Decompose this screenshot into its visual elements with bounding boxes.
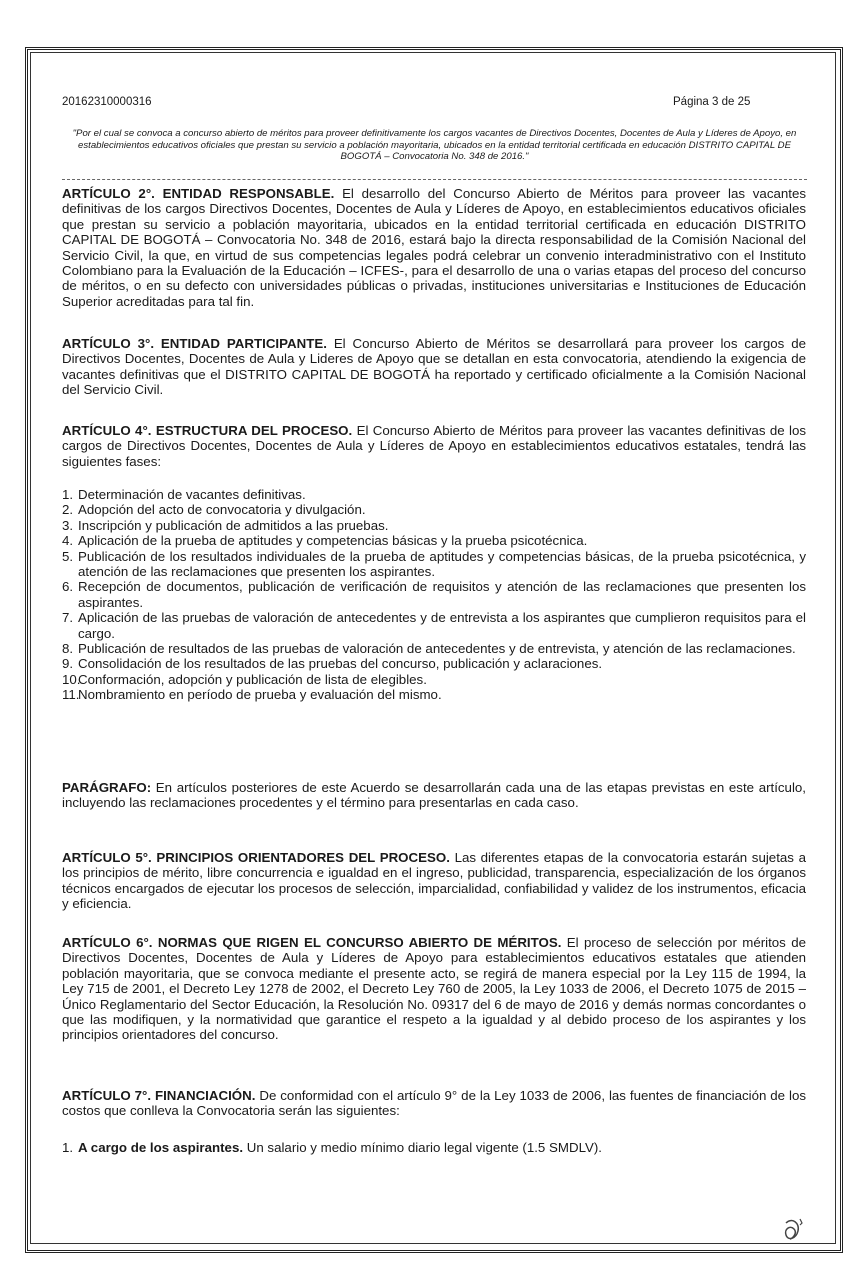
article-title: ARTÍCULO 6°. NORMAS QUE RIGEN EL CONCURSO ABIERTO DE MÉRITOS. — [62, 935, 562, 950]
item-text: Un salario y medio mínimo diario legal vigente (1.5 SMDLV). — [243, 1140, 602, 1155]
item-text: Adopción del acto de convocatoria y divulgación. — [78, 502, 366, 518]
paragrafo — [62, 780, 806, 811]
phase-item — [62, 549, 806, 580]
article-text: De conformidad con el artículo 9° de la Ley 1033 de 2006, las fuentes de financiación de los costos que conlleva la Convocatoria serán las siguientes: — [62, 1088, 806, 1119]
phase-item — [62, 656, 806, 671]
initials-signature-icon — [780, 1215, 806, 1251]
article-text: El Concurso Abierto de Méritos para proveer las vacantes definitivas de los cargos de Directivos Docentes, Docentes de Aula y Líderes de Apoyo en establecimientos educativos estatales, tendrá las siguientes fases: — [62, 423, 806, 469]
article-3 — [62, 336, 806, 398]
item-number: 4. — [62, 533, 74, 549]
item-number: 2. — [62, 502, 74, 518]
item-text: Consolidación de los resultados de las pruebas del concurso, publicación y aclaraciones. — [78, 656, 603, 672]
item-text: Nombramiento en período de prueba y evaluación del mismo. — [78, 687, 442, 703]
header-divider — [62, 179, 807, 180]
item-title: A cargo de los aspirantes. — [78, 1140, 244, 1155]
article-4 — [62, 423, 806, 469]
page-number: Página 3 de 25 — [673, 96, 751, 108]
article-title: ARTÍCULO 5°. PRINCIPIOS ORIENTADORES DEL PROCESO. — [62, 850, 450, 865]
item-number: 9. — [62, 656, 74, 672]
list-item — [62, 1140, 806, 1155]
article-text: El proceso de selección por méritos de Directivos Docentes, Docentes de Aula y Líderes de Apoyo para establecimientos educativos estatales que atienden población mayoritaria, que se convoca mediante el presente acto, se regirá de manera especial por la Ley 115 de 1994, la Ley 715 de 2001, el Decreto Ley 1278 de 2002, el Decreto Ley 760 de 2005, la Ley 1033 de 2006, el Decreto 1075 de 2015 – Único Reglamentario del Sector Educación, la Resolución No. 09317 del 6 de mayo de 2016 y demás normas concordantes o que las modifiquen, y la normatividad que garantice el respeto a la igualdad y al debido proceso de los aspirantes y los principios orientadores del concurso. — [62, 935, 806, 1043]
item-text: Aplicación de la prueba de aptitudes y competencias básicas y la prueba psicotécnica. — [78, 533, 588, 549]
article-title: ARTÍCULO 3°. ENTIDAD PARTICIPANTE. — [62, 336, 327, 351]
article-text: Las diferentes etapas de la convocatoria estarán sujetas a los principios de mérito, libre concurrencia e igualdad en el ingreso, publicidad, transparencia, especialización de los órganos técnicos encargados de ejecutar los procesos de selección, imparcialidad, confiabilidad y validez de los instrumentos, eficacia y eficiencia. — [62, 850, 806, 912]
item-number: 1. — [62, 1140, 74, 1155]
paragrafo-text: En artículos posteriores de este Acuerdo se desarrollarán cada una de las etapas previstas en este artículo, incluyendo las reclamaciones procedentes y el término para presentarlas en cada caso. — [62, 780, 806, 811]
phase-item — [62, 518, 806, 533]
item-text: Publicación de los resultados individuales de la prueba de aptitudes y competencias básicas, de la prueba psicotécnica, y atención de las reclamaciones que presenten los aspirantes. — [78, 548, 806, 580]
article-title: ARTÍCULO 7°. FINANCIACIÓN. — [62, 1088, 256, 1103]
phase-item — [62, 687, 806, 702]
article-5 — [62, 850, 806, 912]
item-number: 10. — [62, 671, 81, 687]
item-text: Publicación de resultados de las pruebas de valoración de antecedentes y de entrevista, y atención de las reclamaciones. — [78, 641, 796, 657]
item-text: Determinación de vacantes definitivas. — [78, 487, 306, 502]
item-text: Aplicación de las pruebas de valoración de antecedentes y de entrevista a los aspirantes que cumplieron requisitos para el cargo. — [78, 610, 806, 641]
header-subtitle: "Por el cual se convoca a concurso abierto de méritos para proveer definitivamente los cargos vacantes de Directivos Docentes, Docentes de Aula y Líderes de Apoyo, en establecimientos educativos oficiales que prestan su servicio a población mayoritaria, ubicados en la entidad territorial certificada en educación DISTRITO CAPITAL DE BOGOTÁ – Convocatoria No. 348 de 2016." — [72, 128, 797, 162]
item-number: 7. — [62, 610, 74, 626]
article-title: ARTÍCULO 2°. ENTIDAD RESPONSABLE. — [62, 186, 335, 201]
financing-list — [62, 1140, 806, 1155]
item-number: 6. — [62, 579, 74, 595]
item-number: 5. — [62, 548, 74, 564]
item-number: 11. — [62, 687, 80, 703]
phases-list — [62, 487, 806, 703]
item-text: Recepción de documentos, publicación de verificación de requisitos y atención de las reclamaciones que presenten los aspirantes. — [78, 579, 806, 610]
article-2 — [62, 186, 806, 309]
item-number: 1. — [62, 487, 74, 502]
item-number: 8. — [62, 641, 74, 657]
phase-item — [62, 487, 806, 502]
article-text: El Concurso Abierto de Méritos se desarrollará para proveer los cargos de Directivos Docentes, Docentes de Aula y Lideres de Apoyo que se detallan en esta convocatoria, atendiendo la exigencia de vacantes definitivas que el DISTRITO CAPITAL DE BOGOTÁ ha reportado y certificado oficialmente a la Comisión Nacional del Servicio Civil. — [62, 336, 806, 398]
phase-item — [62, 533, 806, 548]
article-text: El desarrollo del Concurso Abierto de Méritos para proveer las vacantes definitivas de los cargos Directivos Docentes, Docentes de Aula y Líderes de Apoyo, en establecimientos educativos oficiales que prestan su servicio a población mayoritaria, ubicados en la entidad territorial certificada en educación DISTRITO CAPITAL DE BOGOTÁ – Convocatoria No. 348 de 2016, estará bajo la directa responsabilidad de la Comisión Nacional del Servicio Civil, la que, en virtud de sus competencias legales podrá celebrar un convenio interadministrativo con el Instituto Colombiano para la Evaluación de la Educación – ICFES-, para el desarrollo de una o varias etapas del proceso del concurso de méritos, o en su defecto con universidades públicas o privadas, instituciones universitarias e Instituciones de Educación Superior acreditadas para tal fin. — [62, 186, 806, 309]
item-number: 3. — [62, 517, 74, 533]
paragrafo-title: PARÁGRAFO: — [62, 780, 152, 795]
phase-item — [62, 672, 806, 687]
item-text: Inscripción y publicación de admitidos a las pruebas. — [78, 517, 389, 533]
phase-item — [62, 641, 806, 656]
item-text: Conformación, adopción y publicación de lista de elegibles. — [78, 671, 427, 687]
phase-item — [62, 610, 806, 641]
doc-number: 20162310000316 — [62, 96, 152, 108]
article-title: ARTÍCULO 4°. ESTRUCTURA DEL PROCESO. — [62, 423, 353, 438]
phase-item — [62, 502, 806, 517]
phase-item — [62, 579, 806, 610]
article-6 — [62, 935, 806, 1043]
article-7 — [62, 1088, 806, 1119]
